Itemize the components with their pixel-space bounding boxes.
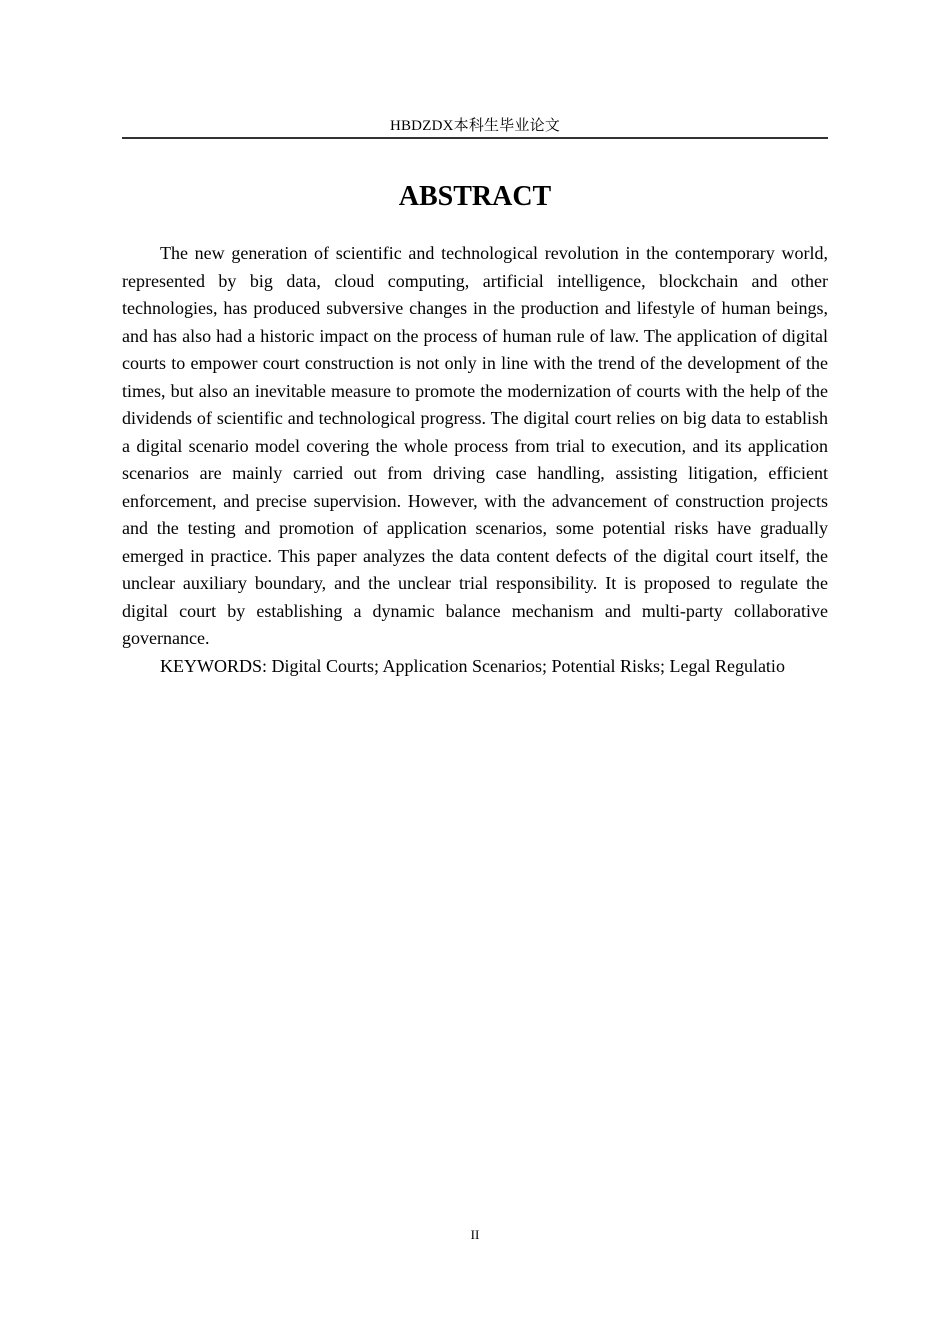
page-number: II (470, 1227, 480, 1242)
abstract-paragraph: The new generation of scientific and technological revolution in the contemporary world, represented by big data, cloud computing, artificial intelligence, blockchain and other technologies, has produced subversive changes in the production and lifestyle of human beings, and has also had a historic impact on the process of human rule of law. The application of digital courts to empower court construction is not only in line with the trend of the development of the times, but also an inevitable measure to promote the modernization of courts with the help of the dividends of scientific and technological progress. The digital court relies on big data to establish a digital scenario model covering the whole process from trial to execution, and its application scenarios are mainly carried out from driving case handling, assisting litigation, efficient enforcement, and precise supervision. However, with the advancement of construction projects and the testing and promotion of application scenarios, some potential risks have gradually emerged in practice. This paper analyzes the data content defects of the digital court itself, the unclear auxiliary boundary, and the unclear trial responsibility. It is proposed to regulate the digital court by establishing a dynamic balance mechanism and multi-party collaborative governance. (122, 243, 828, 648)
keywords-line: KEYWORDS: Digital Courts; Application Scenarios; Potential Risks; Legal Regulatio (160, 655, 785, 676)
header-divider (122, 137, 828, 139)
abstract-heading: ABSTRACT (398, 181, 552, 212)
running-header-title: HBDZDX本科生毕业论文 (389, 118, 561, 134)
abstract-section (122, 240, 828, 680)
